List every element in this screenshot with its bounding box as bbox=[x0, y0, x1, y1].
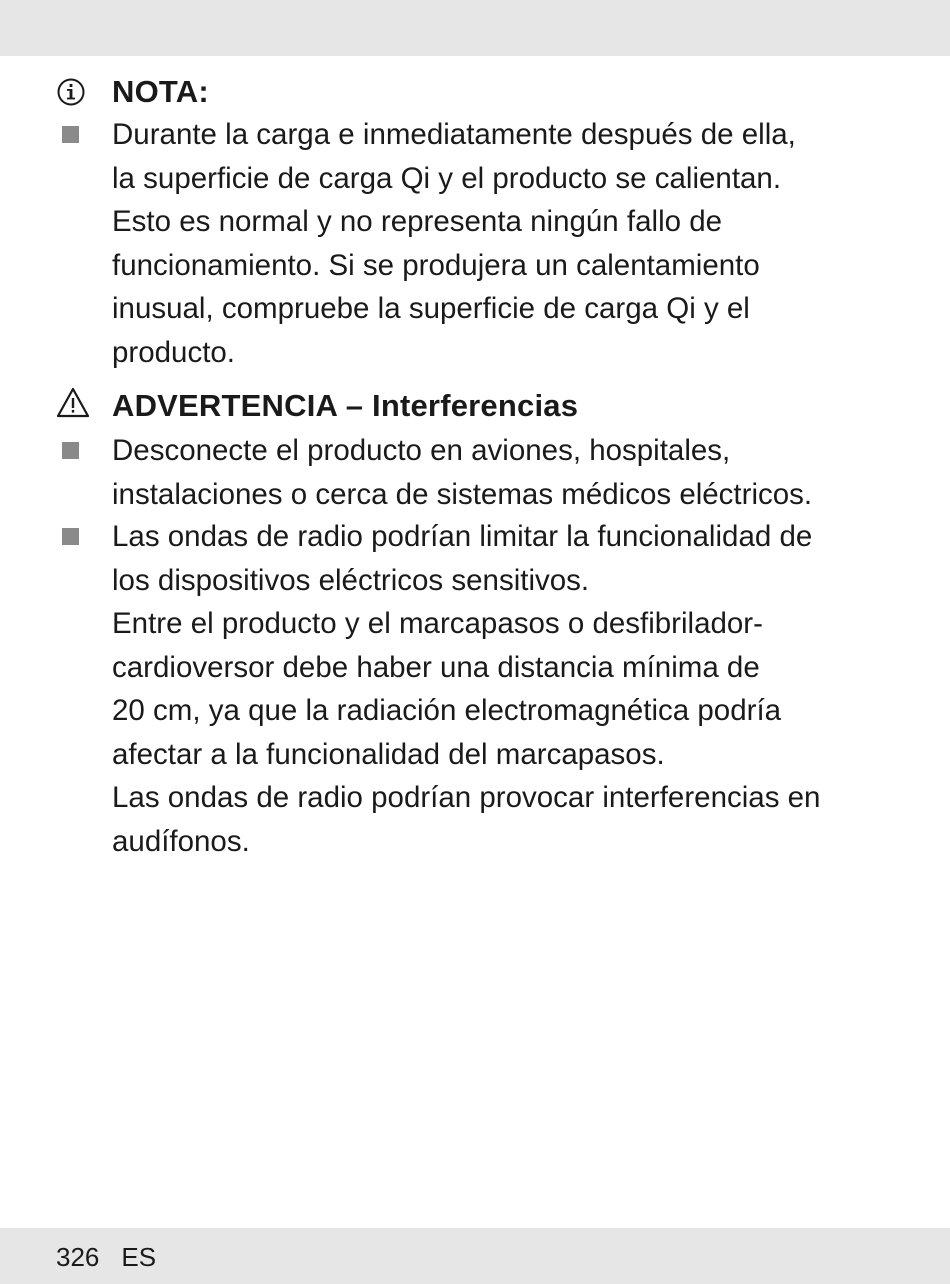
warning-heading: ADVERTENCIA – Interferencias bbox=[112, 388, 579, 423]
bullet-icon bbox=[62, 442, 79, 459]
warning-paragraph-1: Desconecte el producto en aviones, hospitales, instalaciones o cerca de sistemas médicos eléctricos. bbox=[112, 434, 813, 511]
warning-icon bbox=[56, 387, 90, 419]
note-paragraph: Durante la carga e inmediatamente después de ella, la superficie de carga Qi y el producto se calientan. Esto es normal y no representa ningún fallo de funcionamiento. Si se produjera un calentamiento inusual, compruebe la superficie de carga Qi y el producto. bbox=[112, 118, 796, 369]
language-code: ES bbox=[121, 1242, 157, 1272]
page-footer bbox=[56, 1242, 156, 1272]
warning-paragraph-2: Las ondas de radio podrían limitar la funcionalidad de los dispositivos eléctricos sensitivos. Entre el producto y el marcapasos o desfibrilador- cardioversor debe haber una distancia mínima de 20 cm, ya que la radiación electromagnética podría afectar a la funcionalidad del marcapasos. Las ondas de radio podrían provocar interferencias en audífonos. bbox=[112, 520, 821, 858]
bullet-icon bbox=[62, 126, 79, 143]
page-number: 326 bbox=[56, 1242, 100, 1272]
note-heading: NOTA: bbox=[112, 74, 209, 109]
info-icon bbox=[56, 77, 86, 107]
bullet-icon bbox=[62, 528, 79, 545]
header-band bbox=[0, 0, 950, 56]
